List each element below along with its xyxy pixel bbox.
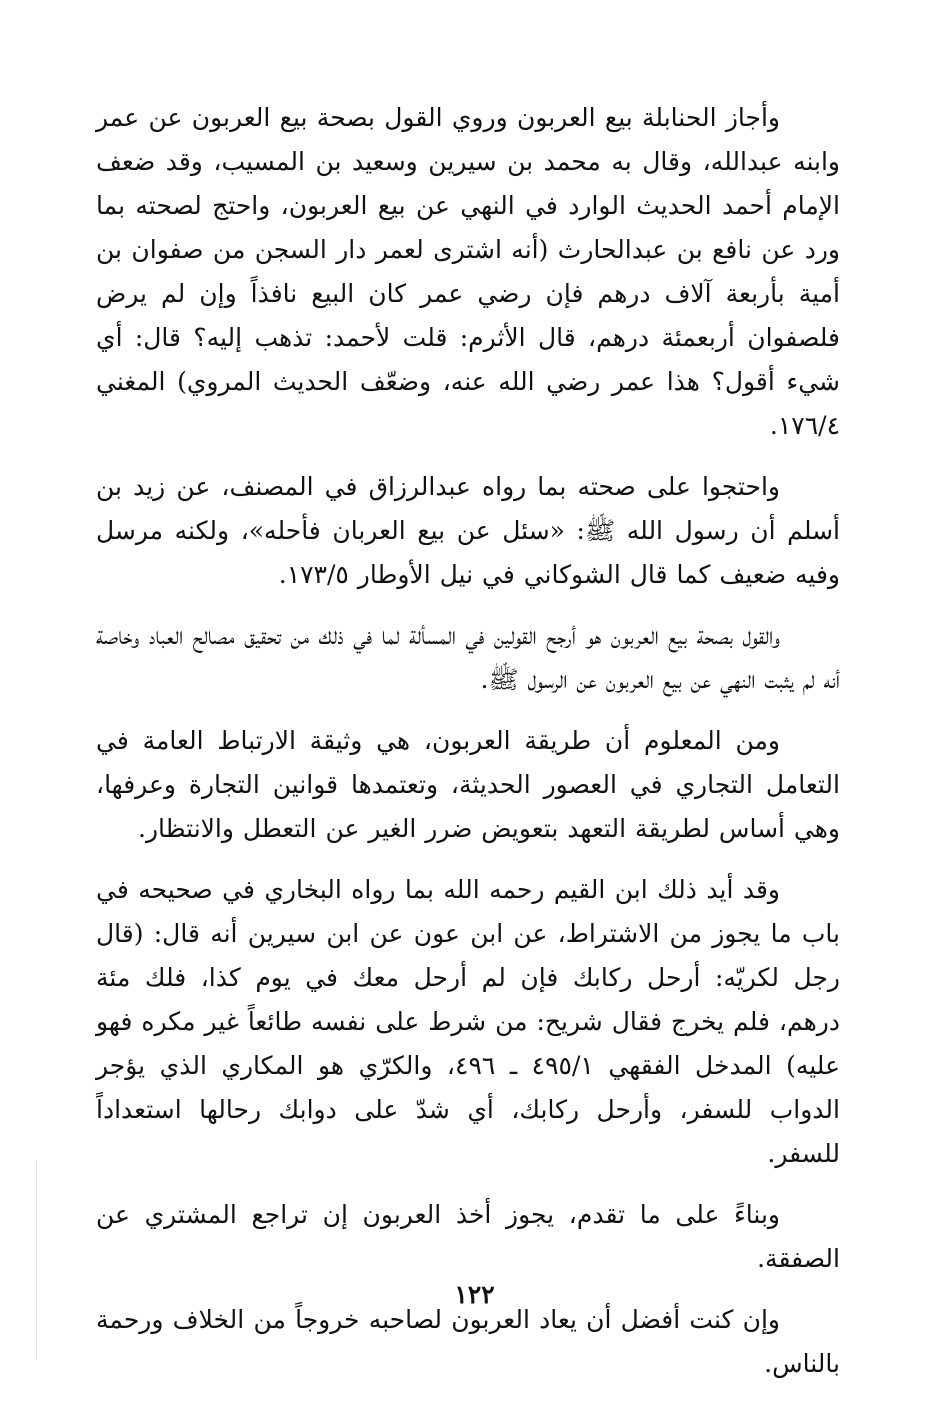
scan-margin-line	[36, 1160, 37, 1360]
paragraph-ibn-qayyim-support: وقد أيد ذلك ابن القيم رحمه الله بما رواه البخاري في صحيحه في باب ما يجوز من الاشتراط، عن ابن عون عن ابن سيرين أنه قال: (قال رجل لكريّه: أرحل ركابك فإن لم أرحل معك في يوم كذا، فلك مئة درهم، فلم يخرج فقال شريح: من شرط على نفسه طائعاً غير مكره فهو عليه) المدخل الفقهي ٤٩٥/١ ـ ٤٩٦، والكرّي هو المكاري الذي يؤجر الدواب للسفر، وأرحل ركابك، أي شدّ على دوابك رحالها استعداداً للسفر.	[96, 875, 840, 1168]
paragraph-author-preference: وإن كنت أفضل أن يعاد العربون لصاحبه خروجاً من الخلاف ورحمة بالناس.	[96, 1305, 840, 1378]
paragraph-conclusion: وبناءً على ما تقدم، يجوز أخذ العربون إن تراجع المشتري عن الصفقة.	[96, 1200, 840, 1273]
page-body	[96, 96, 840, 1403]
paragraph-preferred-opinion: والقول بصحة بيع العربون هو أرجح القولين في المسألة لما في ذلك من تحقيق مصالح العباد وخاصة أنه لم يثبت النهي عن بيع العربون عن الرسول ﷺ.	[96, 621, 840, 694]
paragraph-modern-commerce: ومن المعلوم أن طريقة العربون، هي وثيقة الارتباط العامة في التعامل التجاري في العصور الحديثة، وتعتمدها قوانين التجارة وعرفها، وهي أساس لطريقة التعهد بتعويض ضرر الغير عن التعطل والانتظار.	[96, 726, 840, 843]
page-number: ١٢٢	[454, 1280, 495, 1309]
paragraph-hanabila-permission: وأجاز الحنابلة بيع العربون وروي القول بصحة بيع العربون عن عمر وابنه عبدالله، وقال به محمد بن سيرين وسعيد بن المسيب، وقد ضعف الإمام أحمد الحديث الوارد في النهي عن بيع العربون، واحتج لصحته بما ورد عن نافع بن عبدالحارث (أنه اشترى لعمر دار السجن من صفوان بن أمية بأربعة آلاف درهم فإن رضي عمر كان البيع نافذاً وإن لم يرض فلصفوان أربعمئة درهم، قال الأثرم: قلت لأحمد: تذهب إليه؟ قال: أي شيء أقول؟ هذا عمر رضي الله عنه، وضعّف الحديث المروي) المغني ١٧٦/٤.	[96, 103, 840, 440]
paragraph-abdulrazzaq-evidence: واحتجوا على صحته بما رواه عبدالرزاق في المصنف، عن زيد بن أسلم أن رسول الله ﷺ: «سئل عن بيع العربان فأحله»، ولكنه مرسل وفيه ضعيف كما قال الشوكاني في نيل الأوطار ١٧٣/٥.	[96, 472, 840, 589]
